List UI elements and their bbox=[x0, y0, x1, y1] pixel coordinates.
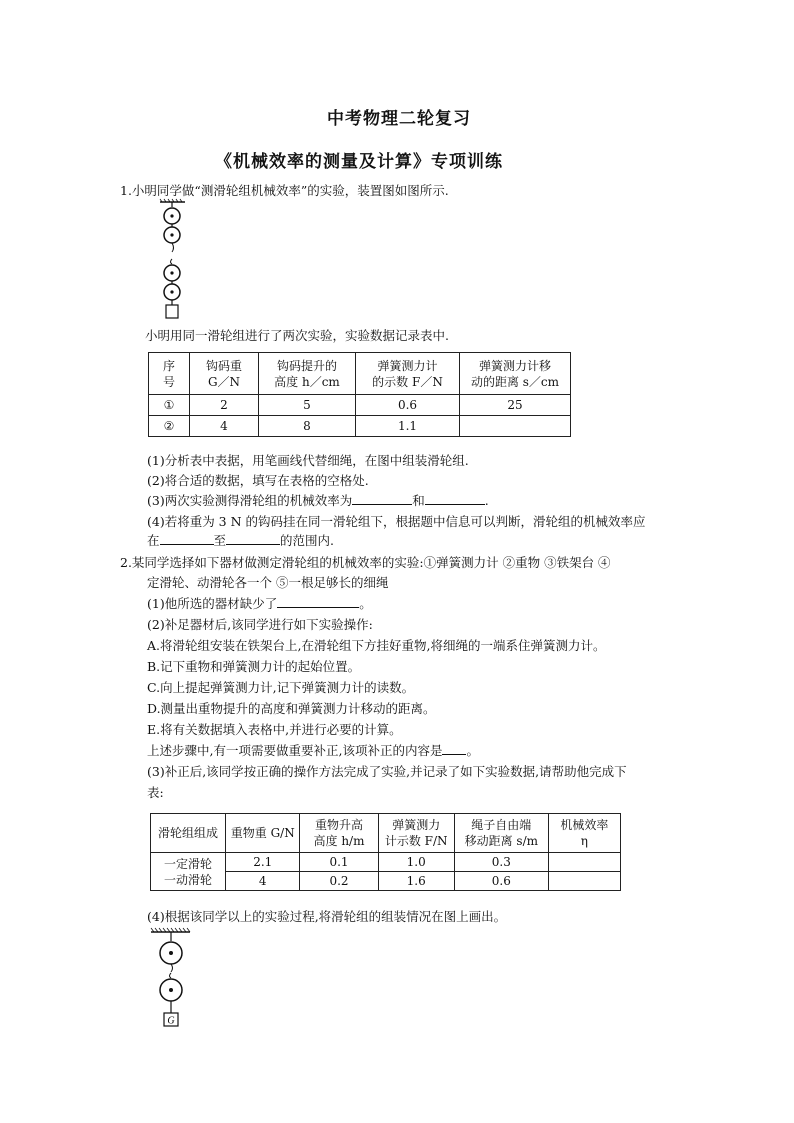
q2-header-efficiency: 机械效率 η bbox=[548, 814, 620, 853]
q1-header-weight: 钩码重 G／N bbox=[190, 353, 259, 395]
q2-step-d: D.测量出重物提升的高度和弹簧测力计移动的距离。 bbox=[147, 701, 436, 716]
pulley-diagram-1 bbox=[155, 200, 195, 325]
q2-sub3-line2: 表: bbox=[147, 785, 164, 800]
table-cell bbox=[548, 872, 620, 891]
q1-data-table bbox=[148, 352, 571, 437]
table-cell: ① bbox=[149, 395, 190, 416]
answer-blank[interactable] bbox=[425, 492, 485, 505]
pulley-diagram-2 bbox=[148, 926, 196, 1030]
q1-sub3: (3)两次实验测得滑轮组的机械效率为 和 . bbox=[147, 493, 489, 508]
table-cell: 8 bbox=[259, 416, 356, 437]
table-cell bbox=[548, 853, 620, 872]
answer-blank[interactable] bbox=[277, 595, 359, 608]
q1-header-distance: 弹簧测力计移 动的距离 s／cm bbox=[460, 353, 571, 395]
table-cell bbox=[460, 416, 571, 437]
q1-sub1: (1)分析表中表据，用笔画线代替细绳，在图中组装滑轮组. bbox=[147, 453, 469, 468]
table-cell: 2 bbox=[190, 395, 259, 416]
q2-step-e: E.将有关数据填入表格中,并进行必要的计算。 bbox=[147, 722, 402, 737]
q2-sub2: (2)补足器材后,该同学进行如下实验操作: bbox=[147, 617, 373, 632]
q2-stem-line1: 2.某同学选择如下器材做测定滑轮组的机械效率的实验:①弹簧测力计 ②重物 ③铁架台 ④ bbox=[120, 555, 611, 570]
table-cell: 0.3 bbox=[454, 853, 548, 872]
page-subtitle: 《机械效率的测量及计算》专项训练 bbox=[215, 152, 503, 172]
q1-header-seq: 序 号 bbox=[149, 353, 190, 395]
answer-blank[interactable] bbox=[160, 532, 214, 545]
q1-sub4-line1: (4)若将重为 3 N 的钩码挂在同一滑轮组下，根据题中信息可以判断，滑轮组的机械效率应 bbox=[147, 514, 646, 529]
answer-blank[interactable] bbox=[442, 742, 466, 755]
q2-sub4: (4)根据该同学以上的实验过程,将滑轮组的组装情况在图上画出。 bbox=[147, 909, 507, 924]
table-cell: 25 bbox=[460, 395, 571, 416]
table-cell: ② bbox=[149, 416, 190, 437]
table-row bbox=[149, 395, 571, 416]
table-cell: 0.6 bbox=[454, 872, 548, 891]
q2-data-table bbox=[150, 813, 621, 891]
q2-step-a: A.将滑轮组安装在铁架台上,在滑轮组下方挂好重物,将细绳的一端系住弹簧测力计。 bbox=[147, 638, 606, 653]
q1-sub4-line2: 在 至 的范围内. bbox=[147, 533, 335, 548]
page-title: 中考物理二轮复习 bbox=[327, 109, 471, 129]
table-cell: 4 bbox=[226, 872, 300, 891]
q1-stem: 1.小明同学做“测滑轮组机械效率”的实验，装置图如图所示. bbox=[120, 183, 449, 198]
table-cell: 5 bbox=[259, 395, 356, 416]
q2-header-force: 弹簧测力 计示数 F/N bbox=[378, 814, 454, 853]
q2-step-c: C.向上提起弹簧测力计,记下弹簧测力计的读数。 bbox=[147, 680, 415, 695]
q1-header-height: 钩码提升的 高度 h／cm bbox=[259, 353, 356, 395]
q2-header-weight: 重物重 G/N bbox=[226, 814, 300, 853]
table-cell: 1.1 bbox=[356, 416, 460, 437]
answer-blank[interactable] bbox=[352, 492, 412, 505]
q2-group-cell: 一定滑轮 一动滑轮 bbox=[151, 853, 226, 891]
table-cell: 0.1 bbox=[300, 853, 378, 872]
q2-header-composition: 滑轮组组成 bbox=[151, 814, 226, 853]
table-cell: 0.6 bbox=[356, 395, 460, 416]
q2-step-b: B.记下重物和弹簧测力计的起始位置。 bbox=[147, 659, 361, 674]
q1-header-force: 弹簧测力计 的示数 F／N bbox=[356, 353, 460, 395]
table-cell: 1.6 bbox=[378, 872, 454, 891]
answer-blank[interactable] bbox=[226, 532, 280, 545]
q2-header-distance: 绳子自由端 移动距离 s/m bbox=[454, 814, 548, 853]
table-cell: 4 bbox=[190, 416, 259, 437]
weight-label: G bbox=[167, 1015, 175, 1027]
table-row bbox=[149, 416, 571, 437]
table-row bbox=[151, 853, 621, 872]
q2-sub3-line1: (3)补正后,该同学按正确的操作方法完成了实验,并记录了如下实验数据,请帮助他完成下 bbox=[147, 764, 627, 779]
q2-header-height: 重物升高 高度 h/m bbox=[300, 814, 378, 853]
q2-stem-line2: 定滑轮、动滑轮各一个 ⑤一根足够长的细绳 bbox=[147, 575, 389, 590]
q1-intro: 小明用同一滑轮组进行了两次实验，实验数据记录表中. bbox=[145, 328, 449, 343]
q2-sub1: (1)他所选的器材缺少了 。 bbox=[147, 596, 372, 611]
table-cell: 1.0 bbox=[378, 853, 454, 872]
table-cell: 0.2 bbox=[300, 872, 378, 891]
q1-sub2: (2)将合适的数据，填写在表格的空格处. bbox=[147, 473, 369, 488]
table-cell: 2.1 bbox=[226, 853, 300, 872]
q2-missing-step: 上述步骤中,有一项需要做重要补正,该项补正的内容是 。 bbox=[147, 743, 479, 758]
